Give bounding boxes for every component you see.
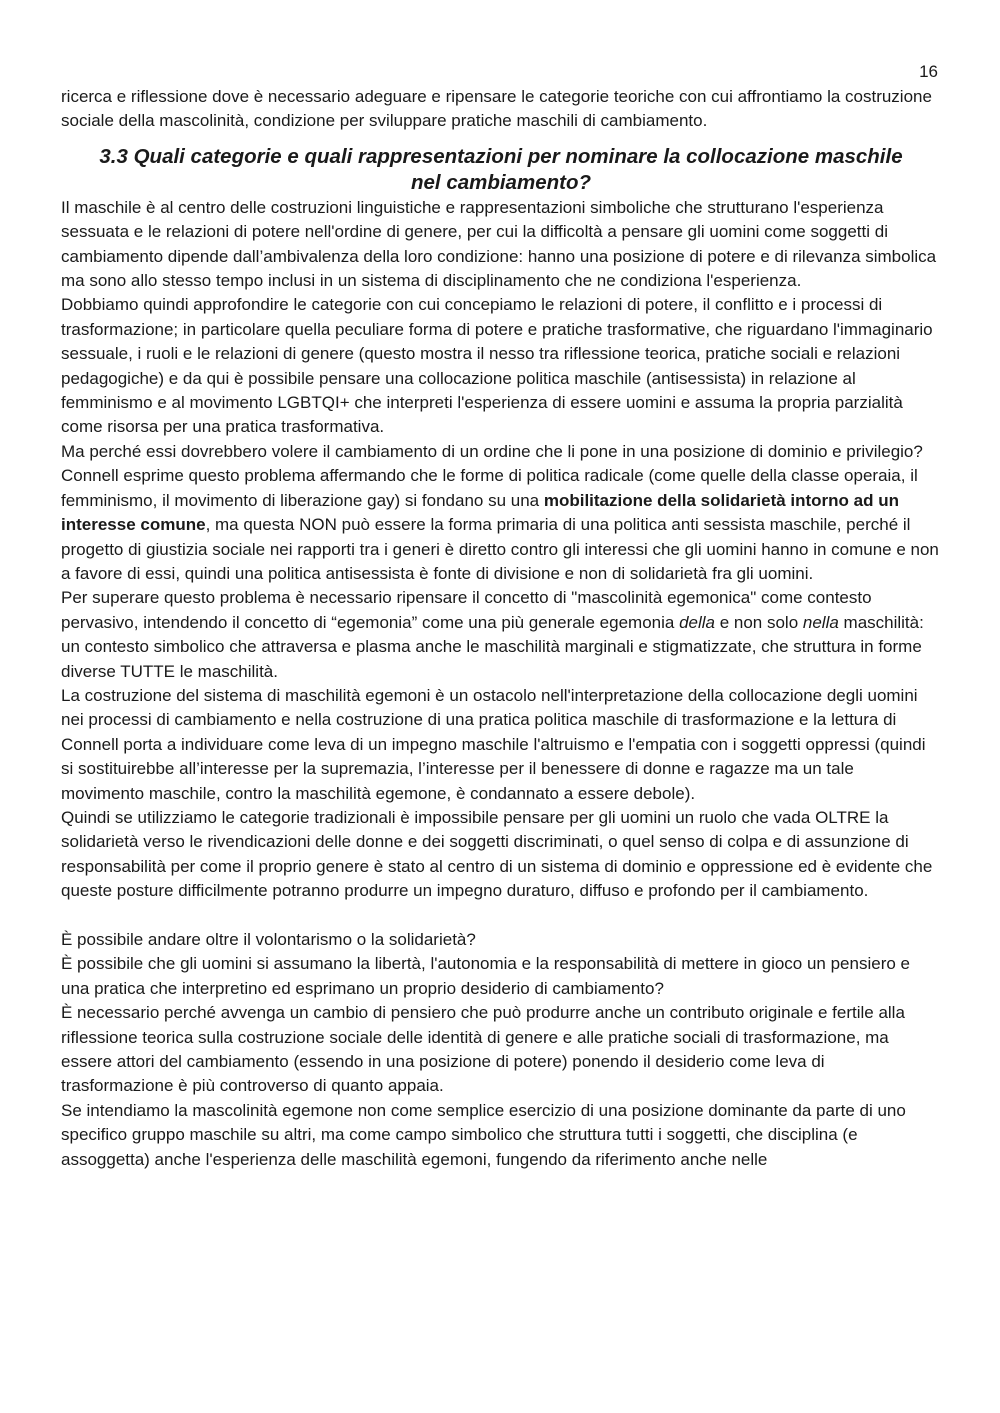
page-content: [61, 85, 941, 1172]
paragraph-5: [61, 586, 941, 684]
section-heading-line1: 3.3 Quali categorie e quali rappresentazioni per nominare la collocazione maschile: [99, 144, 903, 168]
paragraph-4-bold-phrase: mobilitazione della solidarietà intorno ad un interesse comune: [61, 490, 899, 535]
paragraph-spacer: [61, 904, 941, 928]
paragraph-4-text-after: , ma questa NON può essere la forma primaria di una politica anti sessista maschile, perché il progetto di giustizia sociale nei rapporti tra i generi è diretto contro gli interessi che gli uomini hanno in comune e non a favore di essi, quindi una politica antisessista è fonte di divisione e non di solidarietà fra gli uomini.: [61, 515, 939, 583]
paragraph-1: Il maschile è al centro delle costruzioni linguistiche e rappresentazioni simboliche che strutturano l'esperienza sessuata e le relazioni di potere nell'ordine di genere, per cui la difficoltà a pensare gli uomini come soggetti di cambiamento dipende dall’ambivalenza della loro condizione: hanno una posizione di potere e di rilevanza simbolica ma sono allo stesso tempo inclusi in un sistema di disciplinamento che ne condiziona l'esperienza.: [61, 197, 937, 291]
paragraph-5-text-after: maschilità: un contesto simbolico che attraversa e plasma anche le maschilità marginali e stigmatizzate, che struttura in forme diverse TUTTE le maschilità.: [61, 612, 924, 681]
paragraph-5-text-before: Per superare questo problema è necessario ripensare il concetto di "mascolinità egemonica" come contesto pervasivo, intendendo il concetto di “egemonia” come una più generale egemonia: [61, 588, 872, 632]
paragraph-8: È possibile andare oltre il volontarismo o la solidarietà?: [61, 929, 476, 949]
paragraph-2: Dobbiamo quindi approfondire le categorie con cui concepiamo le relazioni di potere, il conflitto e i processi di trasformazione; in particolare quella peculiare forma di potere e pratiche trasformative, che riguardano l'immaginario sessuale, i ruoli e le relazioni di genere (questo mostra il nesso tra riflessione teorica, pratiche sociali e relazioni pedagogiche) e da qui è possibile pensare una collocazione politica maschile (antisessista) in relazione al femminismo e al movimento LGBTQI+ che interpreti l'esperienza di essere uomini e assuma la propria parzialità come risorsa per una pratica trasformativa.: [61, 295, 933, 437]
section-heading-line2: nel cambiamento?: [411, 170, 591, 194]
paragraph-6: La costruzione del sistema di maschilità egemoni è un ostacolo nell'interpretazione della collocazione degli uomini nei processi di cambiamento e nella costruzione di una pratica politica maschile di trasformazione e la lettura di Connell porta a individuare come leva di un impegno maschile l'altruismo e l'empatia con i soggetti oppressi (quindi si sostituirebbe all’interesse per la supremazia, l’interesse per il benessere di donne e ragazze ma un tale movimento maschile, contro la maschilità egemone, è condannato a essere debole).: [61, 685, 926, 803]
paragraph-11: Se intendiamo la mascolinità egemone non come semplice esercizio di una posizione dominante da parte di uno specifico gruppo maschile su altri, ma come campo simbolico che struttura tutti i soggetti, che disciplina (e assoggetta) anche l'esperienza delle maschilità egemoni, fungendo da riferimento anche nelle: [61, 1100, 906, 1169]
page-number: 16: [919, 62, 938, 81]
paragraph-4-text-before: Connell esprime questo problema affermando che le forme di politica radicale (come quelle della classe operaia, il femminismo, il movimento di liberazione gay) si fondano su una: [61, 466, 918, 510]
paragraph-4: [61, 464, 941, 586]
paragraph-9: È possibile che gli uomini si assumano la libertà, l'autonomia e la responsabilità di mettere in gioco un pensiero e una pratica che interpretino ed esprimano un proprio desiderio di cambiamento?: [61, 954, 910, 998]
paragraph-5-italic-nella: nella: [802, 612, 839, 632]
intro-paragraph: ricerca e riflessione dove è necessario adeguare e ripensare le categorie teoriche con cui affrontiamo la costruzione sociale della mascolinità, condizione per sviluppare pratiche maschili di cambiamento.: [61, 87, 932, 131]
paragraph-3: Ma perché essi dovrebbero volere il cambiamento di un ordine che li pone in una posizione di dominio e privilegio?: [61, 441, 923, 461]
paragraph-5-italic-della: della: [679, 612, 715, 632]
paragraph-5-text-middle: e non solo: [714, 612, 803, 632]
section-heading: [61, 144, 941, 196]
paragraph-10: È necessario perché avvenga un cambio di pensiero che può produrre anche un contributo originale e fertile alla riflessione teorica sulla costruzione sociale delle identità di genere e alle pratiche sociali di trasformazione, ma essere attori del cambiamento (essendo in una posizione di potere) ponendo il desiderio come leva di trasformazione è più controverso di quanto appaia.: [61, 1003, 905, 1096]
paragraph-7: Quindi se utilizziamo le categorie tradizionali è impossibile pensare per gli uomini un ruolo che vada OLTRE la solidarietà verso le rivendicazioni delle donne e dei soggetti discriminati, o quel senso di colpa e di assunzione di responsabilità per come il proprio genere è stato al centro di un sistema di dominio e oppressione ed è evidente che queste posture difficilmente potranno produrre un impegno duraturo, diffuso e profondo per il cambiamento.: [61, 807, 933, 901]
